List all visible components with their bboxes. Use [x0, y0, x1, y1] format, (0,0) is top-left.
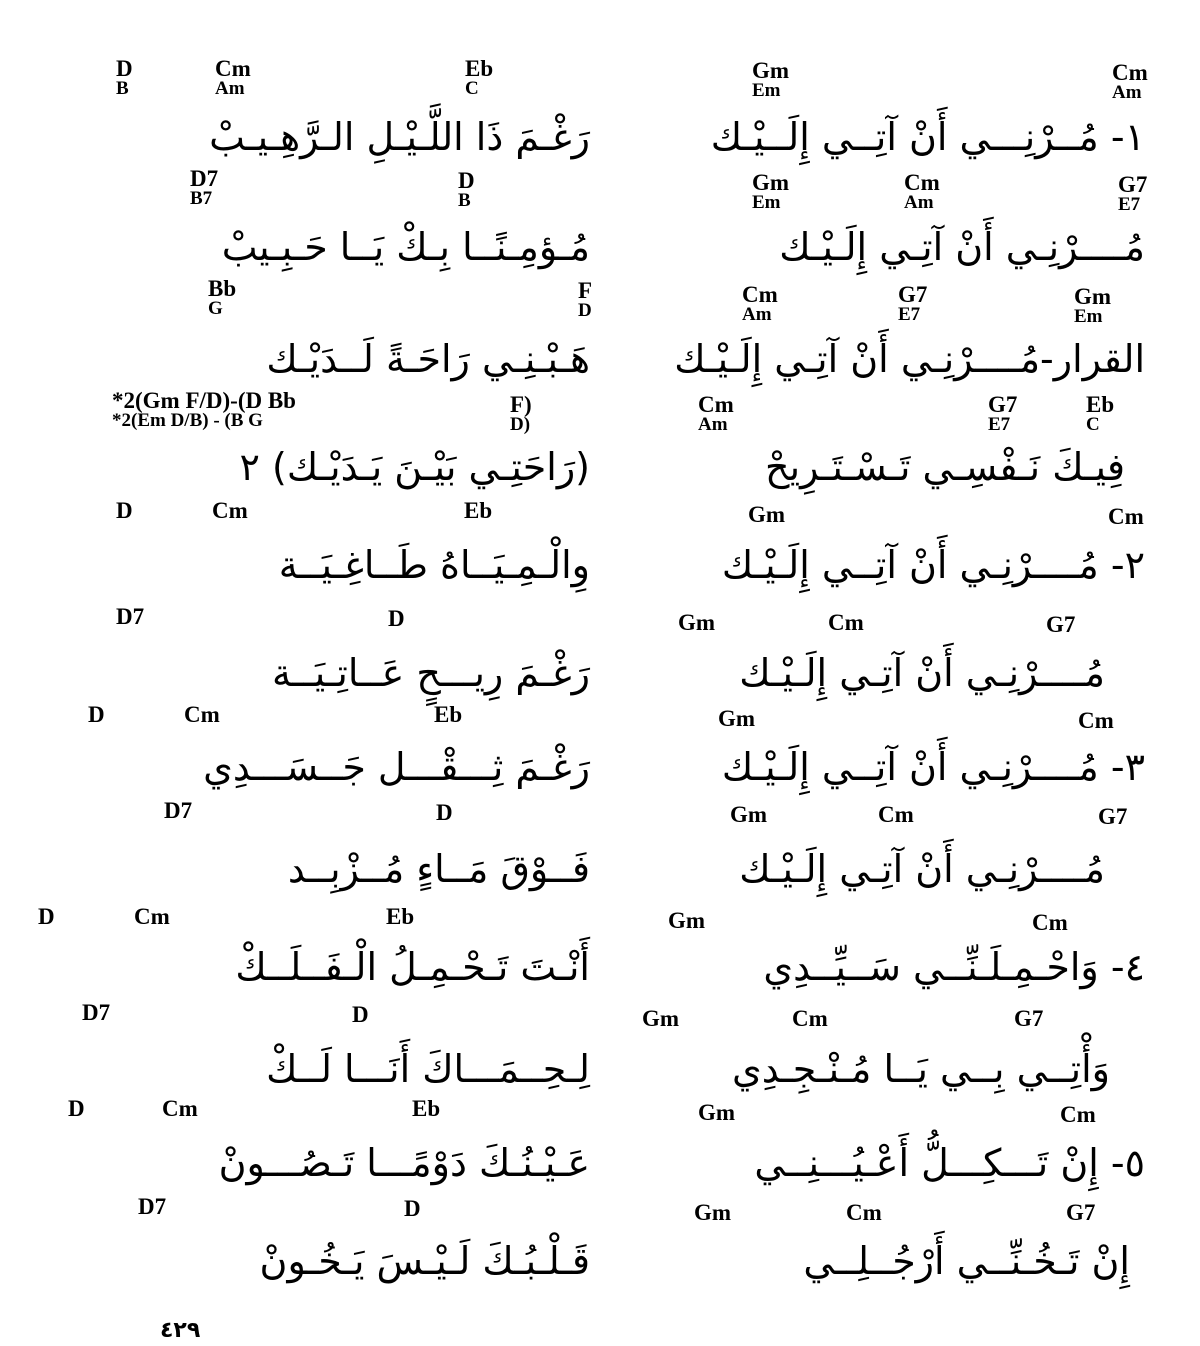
chord: Gm Em — [752, 170, 790, 213]
lyric-line: وَأْتِــي بِــي يَــا مُـنْـجِـدِي — [731, 1047, 1110, 1091]
lyric-line: فَــوْقَ مَــاءٍ مُــزْبِــد — [287, 847, 590, 891]
chord: Cm — [212, 498, 248, 523]
chord: Cm — [828, 610, 864, 635]
chord: Cm — [792, 1006, 828, 1031]
chord: Cm Am — [742, 282, 778, 325]
lyric-line: أَنْـتَ تَـحْـمِـلُ الْـفَــلَــكْ — [235, 945, 590, 989]
chord: Cm Am — [698, 392, 734, 435]
chord: Gm — [668, 908, 706, 933]
chord: Gm — [730, 802, 768, 827]
lyric-line: مُــــرْنِـي أَنْ آتِـي إِلَـيْـك — [739, 651, 1105, 695]
chord: Cm — [134, 904, 170, 929]
chord: D7 — [82, 1000, 111, 1025]
chord: D — [404, 1196, 421, 1221]
lyric-line: ٥- إِنْ تَـــكِـــلُّ أَعْـيُـــنِــي — [754, 1141, 1145, 1185]
chord: Eb — [464, 498, 493, 523]
chord: Gm — [748, 502, 786, 527]
lyric-line: مُــــرْنِـي أَنْ آتِـي إِلَـيْـك — [739, 847, 1105, 891]
chord: Cm — [878, 802, 914, 827]
chord: Gm Em — [1074, 284, 1112, 327]
chord: Cm — [1032, 910, 1068, 935]
chord: *2(Gm F/D)-(D Bb *2(Em D/B) - (B G — [112, 388, 296, 431]
chord: Gm — [678, 610, 716, 635]
chord: Gm — [698, 1100, 736, 1125]
chord: D7 — [138, 1194, 167, 1219]
chord: D — [38, 904, 55, 929]
lyric-line: مُـؤمِـنًــا بِـكْ يَــا حَـبِـيبْ — [221, 225, 590, 269]
chord: Cm — [184, 702, 220, 727]
chord: D7 — [164, 798, 193, 823]
chord: Cm Am — [904, 170, 940, 213]
lyric-line: ١- مُــرْنِـــي أَنْ آتِــي إِلَــيْـك — [710, 115, 1145, 159]
chord: D — [116, 498, 133, 523]
chord: D B — [458, 168, 475, 211]
chord: Cm — [846, 1200, 882, 1225]
chord: G7 — [1046, 612, 1076, 637]
chord: Gm Em — [752, 58, 790, 101]
lyric-line: (رَاحَتِـي بَيْـنَ يَـدَيْـك) ٢ — [239, 445, 590, 489]
lyric-line: ٣- مُــــرْنِـي أَنْ آتِــي إِلَـيْـك — [721, 745, 1145, 789]
lyric-line: مُــــرْنِـي أَنْ آتِـي إِلَـيْـك — [779, 225, 1145, 269]
lyric-line: القرار-مُــــرْنِـي أَنْ آتِـي إِلَـيْـك — [674, 337, 1145, 381]
chord: G7 E7 — [988, 392, 1018, 435]
lyric-line: وِالْـمِـيَــاهُ طَــاغِـيَــة — [278, 543, 590, 587]
lyric-line: فِيـكَ نَـفْسِـي تَـسْـتَـرِيحْ — [765, 445, 1125, 489]
chord: Gm — [718, 706, 756, 731]
chord: Cm Am — [1112, 60, 1148, 103]
chord: Cm — [1060, 1102, 1096, 1127]
chord: F D — [578, 278, 593, 321]
lyric-line: لِـحِــمَـــاكَ أَنَـــا لَــكْ — [266, 1047, 590, 1091]
chord: Eb — [386, 904, 415, 929]
lyric-line: ٤- وَاحْـمِـلَـنِّــي سَــيِّــدِي — [763, 945, 1145, 989]
chord: D7 — [116, 604, 145, 629]
lyric-line: قَـلْـبُـكَ لَـيْـسَ يَـخُـونْ — [259, 1239, 590, 1283]
chord: Cm — [1078, 708, 1114, 733]
chord: D — [436, 800, 453, 825]
lyric-line: ٢- مُــــرْنِـي أَنْ آتِــي إِلَـيْـك — [721, 543, 1145, 587]
lyric-line: رَغْـمَ ثِـــقْـــل جَــسَـــدِي — [203, 745, 590, 789]
chord: Gm — [694, 1200, 732, 1225]
chord: Eb C — [1086, 392, 1115, 435]
chord: Cm — [1108, 504, 1144, 529]
chord: G7 — [1066, 1200, 1096, 1225]
chord: D — [388, 606, 405, 631]
chord: Cm Am — [215, 56, 251, 99]
lyric-line: هَـبْـنِـي رَاحَـةً لَــدَيْـك — [266, 337, 590, 381]
lyric-line: إِنْ تَـخُـنِّــي أَرْجُــلِــي — [803, 1239, 1130, 1283]
chord: Eb C — [465, 56, 494, 99]
chord: Eb — [434, 702, 463, 727]
chord: D — [88, 702, 105, 727]
chord: Gm — [642, 1006, 680, 1031]
chord: D B — [116, 56, 133, 99]
chord: D — [68, 1096, 85, 1121]
chord: G7 — [1098, 804, 1128, 829]
chord: F) D) — [510, 392, 532, 435]
chord: Cm — [162, 1096, 198, 1121]
chord: Eb — [412, 1096, 441, 1121]
lyric-line: رَغْـمَ ذَا اللَّـيْـلِ الـرَّهِـيـبْ — [209, 115, 590, 159]
chord: Bb G — [208, 276, 237, 319]
chord: D — [352, 1002, 369, 1027]
lyric-line: رَغْـمَ رِيـــحٍ عَــاتِـيَــة — [272, 651, 590, 695]
page-number: ٤٢٩ — [160, 1318, 201, 1343]
chord: G7 E7 — [898, 282, 928, 325]
chord: D7 B7 — [190, 166, 219, 209]
chord: G7 E7 — [1118, 172, 1148, 215]
chord: G7 — [1014, 1006, 1044, 1031]
lyric-line: عَـيْـنُـكَ دَوْمًـــا تَـصُـــونْ — [218, 1141, 590, 1185]
